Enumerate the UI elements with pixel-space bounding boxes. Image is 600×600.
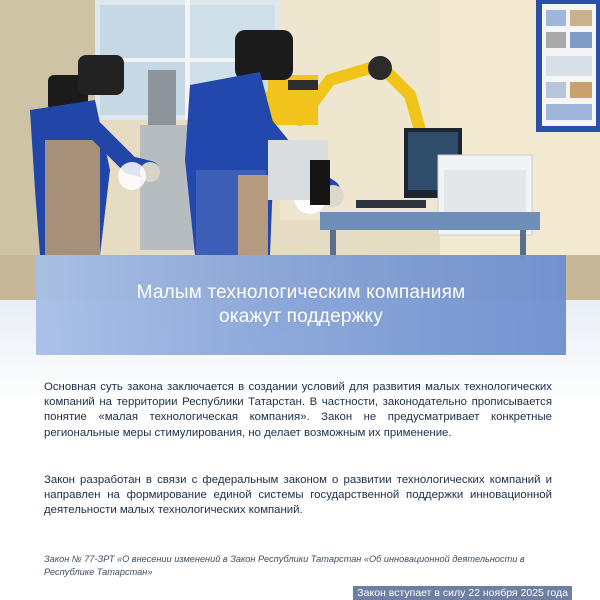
headline-line-1: Малым технологическим компаниям [136, 282, 466, 303]
effective-date-badge: Закон вступает в силу 22 ноября 2025 года [353, 586, 572, 600]
body-paragraph-1: Основная суть закона заключается в создании условий для развития малых технологических компаний на территории Республики Татарстан. В частности, законодательно прописывается понятие «малая технологическая компания». Закон не предусматривает конкретные региональные меры стимулирования, но делает возможным их применение. [44, 381, 552, 439]
law-source-note: Закон № 77-ЗРТ «О внесении изменений в Закон Республики Татарстан «Об инновационной деятельности в Республике Татарстан» [44, 554, 525, 577]
headline-line-2: окажут поддержку [219, 306, 383, 327]
headline-banner [36, 255, 566, 355]
body-paragraph-2: Закон разработан в связи с федеральным законом о развитии технологических компаний и направлен на формирование единой системы государственной поддержки инновационной деятельности малых технологических компаний. [44, 474, 552, 517]
